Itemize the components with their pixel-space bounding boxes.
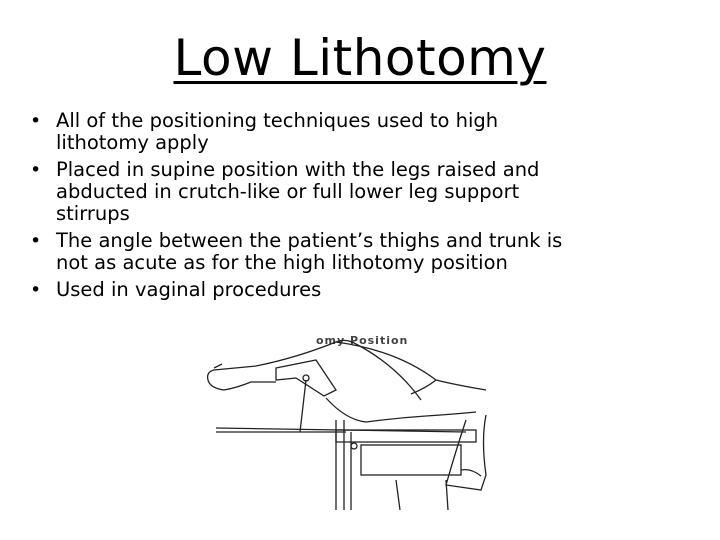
bullet-item (30, 230, 590, 274)
bullet-item (30, 110, 590, 154)
bullet-item (30, 159, 590, 225)
bullet-text: The angle between the patient’s thighs and trunk is not as acute as for the high lithotomy position (56, 229, 563, 274)
lithotomy-position-illustration (196, 320, 496, 510)
bullet-text: Placed in supine position with the legs raised and abducted in crutch-like or full lower leg support stirrups (56, 158, 540, 225)
figure-caption: omy Position (316, 334, 409, 347)
bullet-icon: • (30, 110, 42, 132)
bullet-item (30, 279, 590, 301)
bullet-text: All of the positioning techniques used to high lithotomy apply (56, 109, 499, 154)
slide-title: Low Lithotomy (173, 29, 547, 87)
bullet-icon: • (30, 159, 42, 181)
bullet-icon: • (30, 279, 42, 301)
bullet-list (30, 110, 590, 306)
bullet-text: Used in vaginal procedures (56, 278, 322, 301)
bullet-icon: • (30, 230, 42, 252)
